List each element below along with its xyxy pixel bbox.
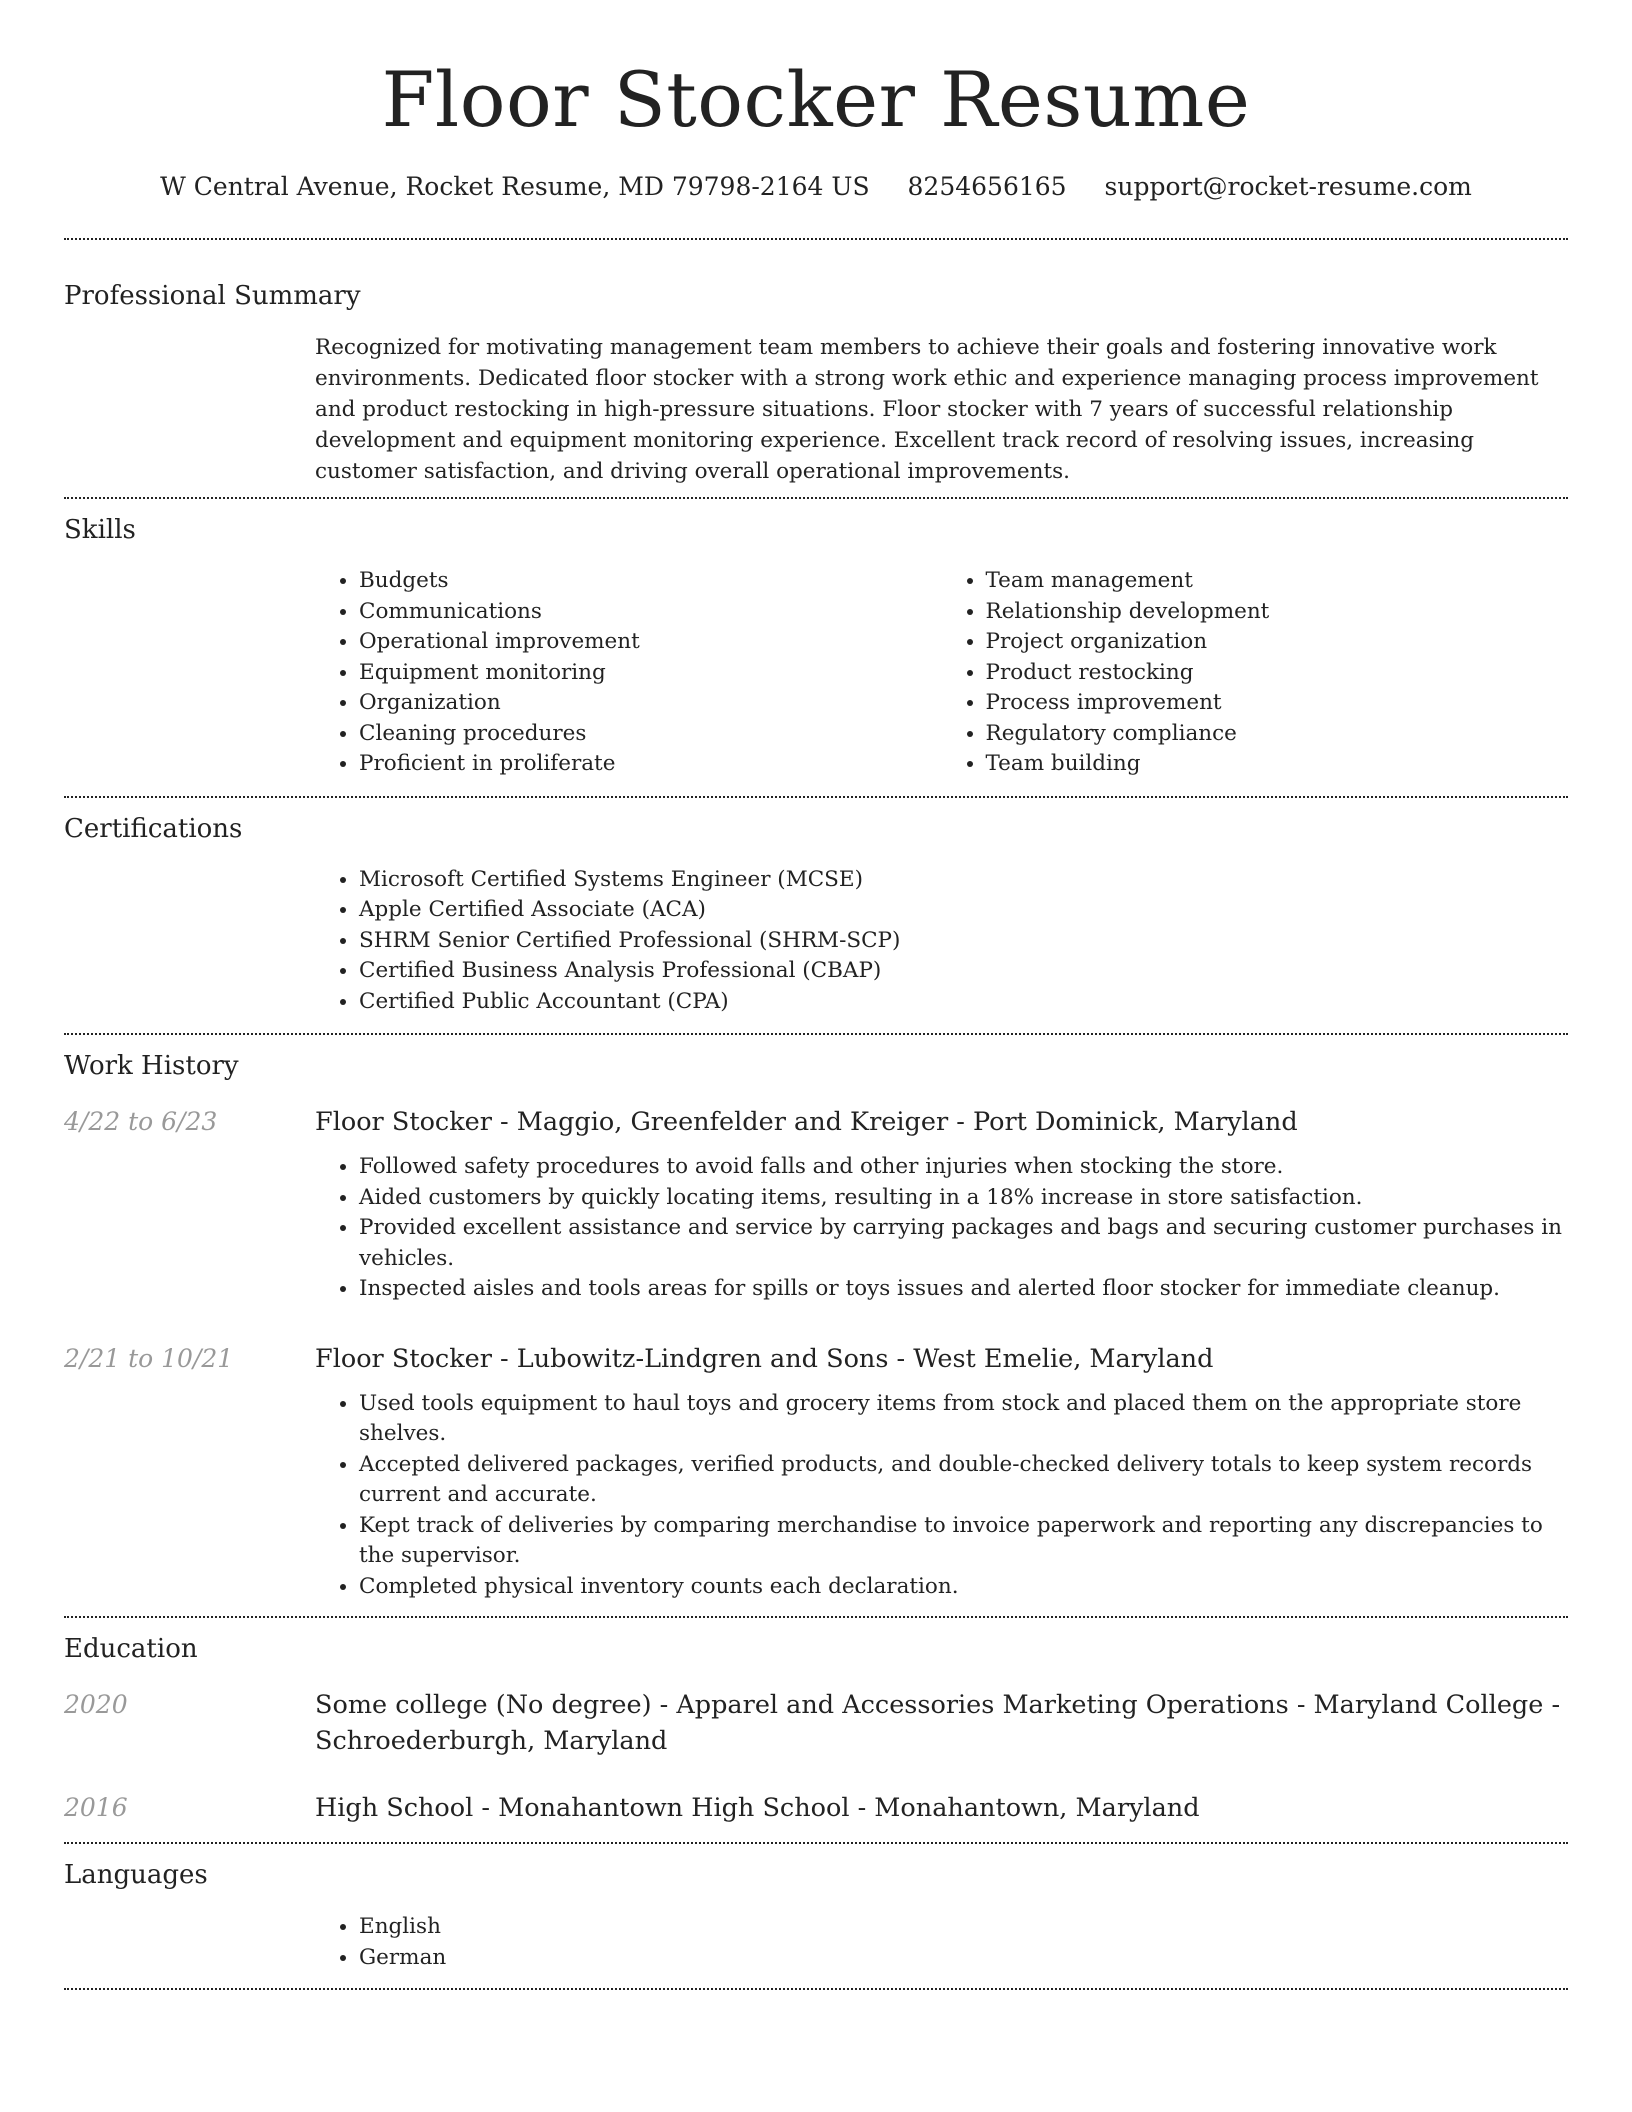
skill-item: • Product restocking [986, 658, 1569, 689]
job-bullet: • Used tools equipment to haul toys and grocery items from stock and placed them on the appropriate store shelves. [359, 1389, 1568, 1450]
education-entry [64, 1687, 1568, 1759]
job-entry [64, 1341, 1568, 1603]
job-bullets [315, 1152, 1568, 1305]
skills-body [64, 566, 1568, 780]
job-bullet: • Provided excellent assistance and service by carrying packages and bags and securing customer purchases in vehicles. [359, 1213, 1568, 1274]
job-bullet: • Followed safety procedures to avoid falls and other injuries when stocking the store. [359, 1152, 1568, 1183]
contact-address: W Central Avenue, Rocket Resume, MD 79798-2164 US [160, 172, 870, 201]
certifications-list [315, 865, 1568, 1018]
job-entry [64, 1104, 1568, 1305]
certification-item: • Microsoft Certified Systems Engineer (MCSE) [359, 865, 1568, 896]
education-heading: Education [64, 1634, 198, 1664]
skill-item: • Equipment monitoring [359, 658, 942, 689]
certification-item: • SHRM Senior Certified Professional (SHRM-SCP) [359, 926, 1568, 957]
divider [64, 238, 1568, 240]
skills-list-right [942, 566, 1569, 780]
job-title: Floor Stocker - Lubowitz-Lindgren and Sons - West Emelie, Maryland [315, 1343, 1214, 1374]
education-details: Some college (No degree) - Apparel and Accessories Marketing Operations - Maryland College - Schroederburgh, Maryland [315, 1690, 1561, 1756]
language-item: • German [359, 1942, 1568, 1973]
languages-heading: Languages [64, 1860, 208, 1890]
certification-item: • Apple Certified Associate (ACA) [359, 895, 1568, 926]
job-title: Floor Stocker - Maggio, Greenfelder and Kreiger - Port Dominick, Maryland [315, 1107, 1298, 1137]
divider [64, 497, 1568, 499]
skill-item: • Process improvement [986, 688, 1569, 719]
skill-item: • Operational improvement [359, 627, 942, 658]
skill-item: • Proficient in proliferate [359, 749, 942, 780]
skill-item: • Relationship development [986, 597, 1569, 628]
education-year: 2020 [64, 1690, 128, 1719]
summary-heading: Professional Summary [64, 281, 361, 311]
education-details: High School - Monahantown High School - Monahantown, Maryland [315, 1793, 1200, 1823]
job-bullet: • Inspected aisles and tools areas for spills or toys issues and alerted floor stocker for immediate cleanup. [359, 1274, 1568, 1305]
job-details [315, 1104, 1568, 1305]
language-item: • English [359, 1911, 1568, 1942]
work-history-heading: Work History [64, 1051, 239, 1081]
languages-body [64, 1911, 1568, 1973]
skill-item: • Team building [986, 749, 1569, 780]
education-year: 2016 [64, 1793, 128, 1822]
divider [64, 1842, 1568, 1844]
certification-item: • Certified Public Accountant (CPA) [359, 987, 1568, 1018]
job-bullet: • Kept track of deliveries by comparing merchandise to invoice paperwork and reporting any discrepancies to the supervisor. [359, 1511, 1568, 1572]
job-details [315, 1341, 1568, 1603]
resume-title: Floor Stocker Resume [381, 55, 1251, 144]
divider [64, 1033, 1568, 1035]
job-bullet: • Completed physical inventory counts each declaration. [359, 1572, 1568, 1603]
summary-section [64, 279, 1568, 487]
divider [64, 796, 1568, 798]
skill-item: • Budgets [359, 566, 942, 597]
divider [64, 1616, 1568, 1618]
skill-item: • Regulatory compliance [986, 719, 1569, 750]
certification-item: • Certified Business Analysis Professional (CBAP) [359, 956, 1568, 987]
contact-line [64, 170, 1568, 204]
certifications-section [64, 812, 1568, 1018]
certifications-heading: Certifications [64, 813, 243, 844]
skills-heading: Skills [64, 515, 136, 545]
skill-item: • Cleaning procedures [359, 719, 942, 750]
languages-section [64, 1858, 1568, 1973]
work-history-section [64, 1049, 1568, 1602]
languages-list [315, 1911, 1568, 1973]
divider [64, 1988, 1568, 1990]
skills-list-left [315, 566, 942, 780]
summary-text: Recognized for motivating management team members to achieve their goals and fostering innovative work environments. Dedicated floor stocker with a strong work ethic and experience managing process improvement and product restocking in high-pressure situations. Floor stocker with 7 years of successful relationship development and equipment monitoring experience. Excellent track record of resolving issues, increasing customer satisfaction, and driving overall operational improvements. [315, 335, 1539, 484]
certifications-body [64, 865, 1568, 1018]
education-entry [64, 1790, 1568, 1826]
job-bullet: • Accepted delivered packages, verified products, and double-checked delivery totals to keep system records current and accurate. [359, 1450, 1568, 1511]
job-dates: 2/21 to 10/21 [64, 1343, 234, 1373]
contact-phone: 8254656165 [907, 172, 1067, 201]
education-section [64, 1632, 1568, 1826]
job-bullet: • Aided customers by quickly locating items, resulting in a 18% increase in store satisfaction. [359, 1183, 1568, 1214]
skills-section [64, 513, 1568, 780]
skill-item: • Team management [986, 566, 1569, 597]
summary-body [64, 332, 1568, 487]
skill-item: • Project organization [986, 627, 1569, 658]
job-bullets [315, 1389, 1568, 1603]
contact-email: support@rocket-resume.com [1104, 172, 1472, 201]
skill-item: • Communications [359, 597, 942, 628]
skill-item: • Organization [359, 688, 942, 719]
job-dates: 4/22 to 6/23 [64, 1107, 218, 1136]
